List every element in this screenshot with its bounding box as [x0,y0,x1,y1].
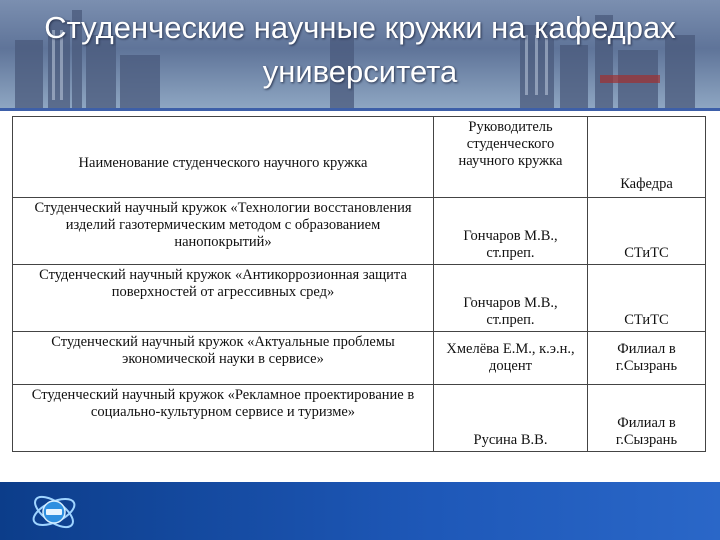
club-leader-cell: Русина В.В. [434,385,588,452]
department-cell: СТиТС [588,265,706,332]
student-clubs-table [12,116,706,452]
table-row [13,198,706,265]
header-club-leader: Руководитель студенческого научного кружка [434,117,588,198]
university-logo-icon [28,488,80,536]
club-leader-cell: Гончаров М.В., ст.преп. [434,265,588,332]
header-banner [0,0,720,108]
club-name-cell: Студенческий научный кружок «Рекламное проектирование в социально-культурном сервисе и туризме» [13,385,434,452]
club-leader-cell: Хмелёва Е.М., к.э.н., доцент [434,332,588,385]
department-cell: СТиТС [588,198,706,265]
club-name-cell: Студенческий научный кружок «Актуальные проблемы экономической науки в сервисе» [13,332,434,385]
header-department: Кафедра [588,117,706,198]
table-row [13,385,706,452]
club-name-cell: Студенческий научный кружок «Технологии восстановления изделий газотермическим методом с образованием нанопокрытий» [13,198,434,265]
header-club-name: Наименование студенческого научного кружка [13,117,434,198]
table-row [13,332,706,385]
club-leader-cell: Гончаров М.В., ст.преп. [434,198,588,265]
header-divider [0,108,720,111]
table-header-row [13,117,706,198]
table-row [13,265,706,332]
slide-title: Студенческие научные кружки на кафедрах университета [44,10,676,89]
footer-band [0,482,720,540]
department-cell: Филиал в г.Сызрань [588,332,706,385]
department-cell: Филиал в г.Сызрань [588,385,706,452]
club-name-cell: Студенческий научный кружок «Антикоррозионная защита поверхностей от агрессивных сред» [13,265,434,332]
